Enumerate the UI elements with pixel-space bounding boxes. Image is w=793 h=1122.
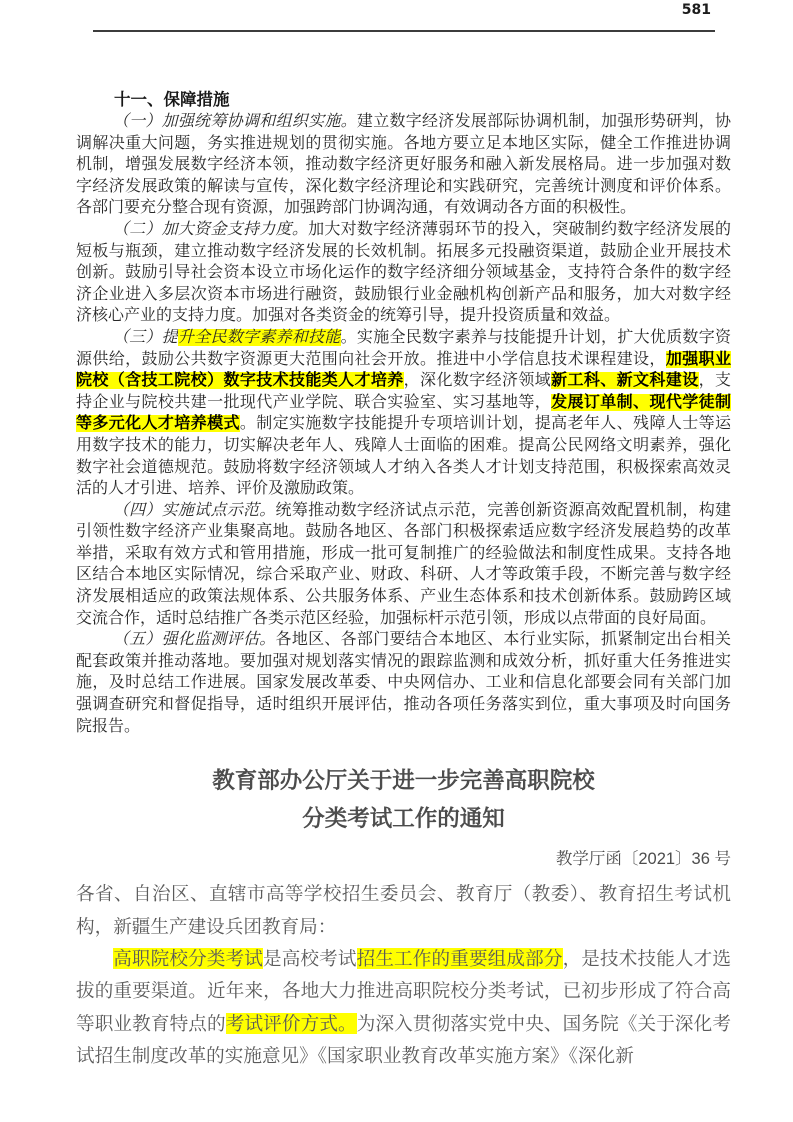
page-content bbox=[76, 88, 731, 1073]
text-run: （三）提 bbox=[112, 328, 178, 346]
notice-title bbox=[76, 762, 731, 838]
text-run: 加大对数字经济薄弱环节的投入，突破制约数字经济发展的短板与瓶颈，建立推动数字经济发展的长效机制。拓展多元投融资渠道，鼓励企业开展技术创新。鼓励引导社会资本设立市场化运作的数字经济细分领域基金，支持符合条件的数字经济企业进入多层次资本市场进行融资，鼓励银行业金融机构创新产品和服务，加大对数字经济核心产业的支持力度。加强对各类资金的统筹引导，提升投资质量和效益。 bbox=[76, 220, 731, 325]
text-run: 招生工作的重要组成部分 bbox=[356, 948, 563, 970]
paragraph-2 bbox=[76, 219, 731, 327]
notice-title-line2: 分类考试工作的通知 bbox=[302, 806, 505, 832]
text-run: 加强职业院校（含技工院校）数字技术技能类人才培养 bbox=[76, 350, 731, 390]
section-moe-notice bbox=[76, 762, 731, 1072]
text-run: 升全民数字素养和技能 bbox=[177, 328, 341, 346]
header-rule bbox=[93, 30, 715, 32]
paragraph-4 bbox=[76, 500, 731, 630]
paragraph-5 bbox=[76, 629, 731, 737]
text-run: ，是技术技能人才选拔的重要渠道。近年来，各地大力推进高职院校分类考试，已初步形成了符合高等职业教育特点的 bbox=[76, 948, 731, 1034]
paragraph-1 bbox=[76, 111, 731, 219]
text-run: 。制定实施数字技能提升专项培训计划，提高老年人、残障人士等运用数字技术的能力，切实解决老年人、残障人士面临的困难。提高公民网络文明素养，强化数字社会道德规范。鼓励将数字经济领域人才纳入各类人才计划支持范围，积极探索高效灵活的人才引进、培养、评价及激励政策。 bbox=[76, 415, 731, 498]
text-run: 高职院校分类考试 bbox=[113, 948, 263, 970]
notice-body bbox=[76, 878, 731, 1072]
text-run: 考试评价方式。 bbox=[225, 1012, 357, 1034]
text-run: ，支持企业与院校共建一批现代产业学院、联合实验室、实习基地等， bbox=[76, 372, 731, 411]
text-run: 。实施全民数字素养与技能提升计划，扩大优质数字资源供给，鼓励公共数字资源更大范围向社会开放。推进中小学信息技术课程建设， bbox=[76, 328, 731, 368]
text-run: 建立数字经济发展部际协调机制，加强形势研判，协调解决重大问题，务实推进规划的贯彻实施。各地方要立足本地区实际，健全工作推进协调机制，增强发展数字经济本领，推动数字经济更好服务和融入新发展格局。进一步加强对数字经济发展政策的解读与宣传，深化数字经济理论和实践研究，完善统计测度和评价体系。各部门要充分整合现有资源，加强跨部门协调沟通，有效调动各方面的积极性。 bbox=[76, 113, 731, 217]
text-run: ，深化数字经济领域 bbox=[403, 372, 552, 390]
paragraph-3 bbox=[76, 327, 731, 500]
text-run: 新工科、新文科建设 bbox=[551, 372, 699, 390]
text-run: 是高校考试 bbox=[262, 948, 357, 970]
text-run: （二）加大资金支持力度。 bbox=[112, 220, 309, 238]
notice-salutation: 各省、自治区、直辖市高等学校招生委员会、教育厅（教委）、教育招生考试机构，新疆生产建设兵团教育局： bbox=[76, 883, 731, 937]
notice-paragraph bbox=[76, 943, 731, 1073]
text-run: 统筹推动数字经济试点示范，完善创新资源高效配置机制，构建引领性数字经济产业集聚高地。鼓励各地区、各部门积极探索适应数字经济发展趋势的改革举措，采取有效方式和管用措施，形成一批可复制推广的经验做法和制度性成果。支持各地区结合本地区实际情况，综合采取产业、财政、科研、人才等政策手段，不断完善与数字经济发展相适应的政策法规体系、公共服务体系、产业生态体系和技术创新体系。鼓励跨区域交流合作，适时总结推广各类示范区经验，加强标杆示范引领，形成以点带面的良好局面。 bbox=[76, 501, 731, 627]
document-number: 教学厅函〔2021〕36 号 bbox=[555, 850, 731, 869]
notice-title-line1: 教育部办公厅关于进一步完善高职院校 bbox=[212, 768, 595, 794]
page-number: 581 bbox=[681, 2, 711, 18]
section-heading: 十一、保障措施 bbox=[113, 90, 230, 109]
text-run: 发展订单制、现代学徒制等多元化人才培养模式 bbox=[76, 393, 731, 433]
text-run: 为深入贯彻落实党中央、国务院《关于深化考试招生制度改革的实施意见》《国家职业教育改革实施方案》《深化新 bbox=[76, 1012, 731, 1067]
text-run: （四）实施试点示范。 bbox=[112, 501, 276, 519]
section-safeguard-measures bbox=[76, 88, 731, 737]
text-run: （一）加强统筹协调和组织实施。 bbox=[112, 113, 357, 130]
text-run: （五）强化监测评估。 bbox=[112, 631, 276, 649]
text-run: 各地区、各部门要结合本地区、本行业实际，抓紧制定出台相关配套政策并推动落地。要加强对规划落实情况的跟踪监测和成效分析，抓好重大任务推进实施，及时总结工作进展。国家发展改革委、中央网信办、工业和信息化部要会同有关部门加强调查研究和督促指导，适时组织开展评估，推动各项任务落实到位，重大事项及时向国务院报告。 bbox=[76, 631, 731, 735]
